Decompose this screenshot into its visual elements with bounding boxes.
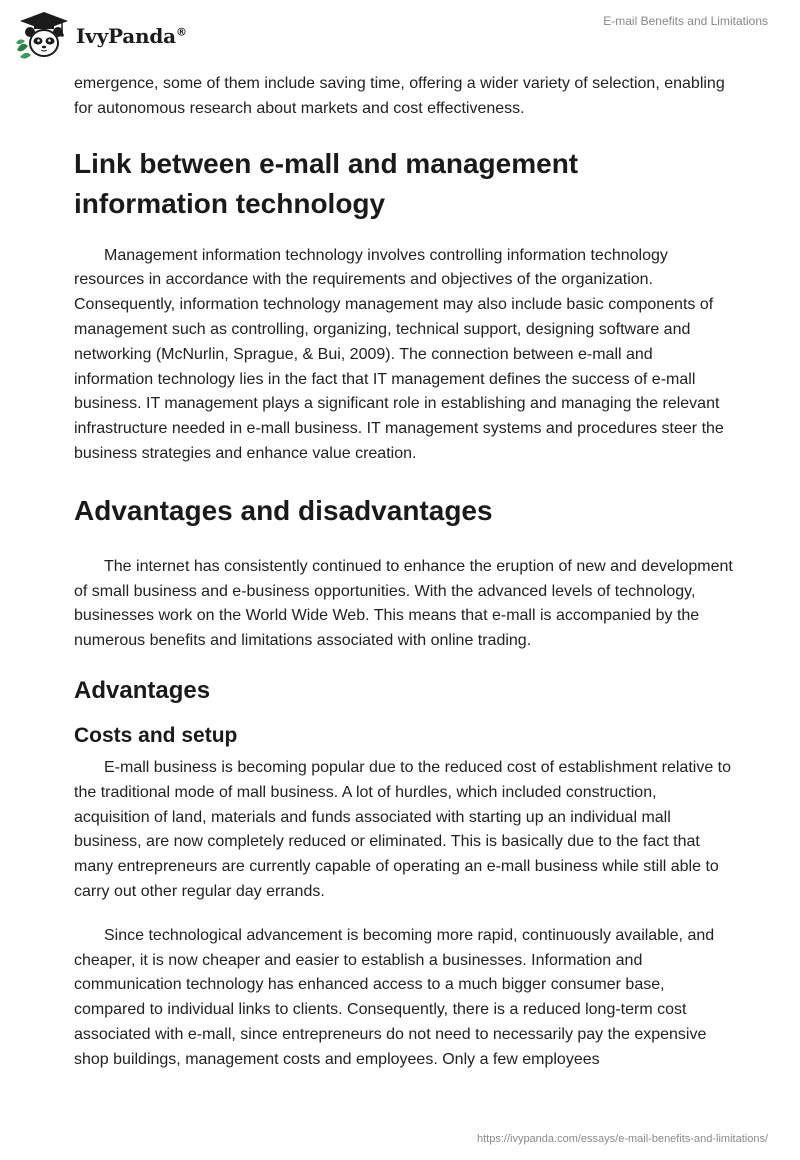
paragraph-costs-2: Since technological advancement is becoming more rapid, continuously available, and cheaper, it is now cheaper and easier to establish a businesses. Information and communication technology has enhanced access to a much bigger consumer base, compared to individual links to clients. Consequently, there is a reduced long-term cost associated with e-mall, since entrepreneurs do not need to necessarily pay the expensive shop buildings, management costs and employees. Only a few employees	[74, 926, 715, 1068]
page-header	[0, 0, 800, 70]
paragraph-link-mis: Management information technology involves controlling information technology resources in accordance with the requirements and objectives of the organization. Consequently, information technology management may also include basic components of management such as controlling, organizing, technical support, designing software and networking (McNurlin, Sprague, & Bui, 2009). The connection between e-mall and information technology lies in the fact that IT management defines the success of e-mall business. IT management plays a significant role in establishing and managing the relevant infrastructure needed in e-mall business. IT management systems and procedures steer the business strategies and enhance value creation.	[74, 246, 724, 462]
document-title: E-mail Benefits and Limitations	[603, 14, 768, 28]
section-heading-advantages-disadvantages: Advantages and disadvantages	[74, 494, 493, 526]
section-heading-link-mis: Link between e-mall and management information technology	[74, 147, 579, 219]
subheading-costs-setup: Costs and setup	[74, 723, 238, 747]
paragraph-costs-1: E-mall business is becoming popular due to the reduced cost of establishment relative to the traditional mode of mall business. A lot of hurdles, which included construction, acquisition of land, materials and funds associated with starting up an individual mall business, are now completely reduced or eliminated. This is basically due to the fact that many entrepreneurs are currently capable of operating an e-mall business while still able to carry out other regular day errands.	[74, 758, 732, 900]
intro-paragraph: emergence, some of them include saving time, offering a wider variety of selection, enabling for autonomous research about markets and cost effectiveness.	[74, 75, 725, 117]
ivypanda-logo[interactable]	[14, 10, 187, 60]
subheading-advantages: Advantages	[74, 676, 211, 704]
logo-wordmark: IvyPanda®	[76, 24, 187, 48]
paragraph-advantages-disadvantages: The internet has consistently continued to enhance the eruption of new and development of small business and e-business opportunities. With the advanced levels of technology, businesses work on the World Wide Web. This means that e-mall is accompanied by the numerous benefits and limitations associated with online trading.	[74, 557, 733, 650]
essay-body	[74, 72, 734, 1073]
source-url[interactable]: https://ivypanda.com/essays/e-mail-benefits-and-limitations/	[476, 1133, 768, 1145]
panda-graduate-icon	[14, 10, 74, 60]
